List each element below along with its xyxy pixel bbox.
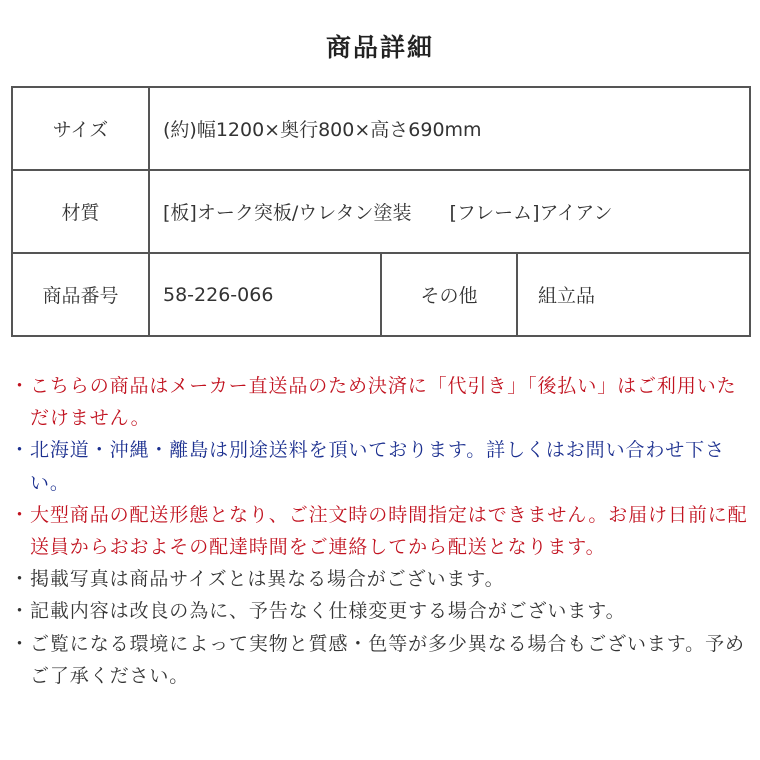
product-number-label: 商品番号 — [12, 253, 149, 336]
note-text-delivery: 大型商品の配送形態となり、ご注文時の時間指定はできません。お届け日前に配送員からおおよその配達時間をご連絡してから配送となります。 — [30, 503, 748, 559]
note-bullet: ・ — [10, 632, 30, 655]
note-text-photo: 掲載写真は商品サイズとは異なる場合がございます。 — [30, 568, 505, 591]
spec-table — [11, 86, 751, 337]
note-text-color: ご覧になる環境によって実物と質感・色等が多少異なる場合もございます。予めご了承ください。 — [30, 632, 745, 687]
note-item — [10, 563, 752, 595]
page-title: 商品詳細 — [325, 33, 434, 62]
note-item — [10, 434, 752, 498]
note-item — [10, 499, 752, 563]
note-bullet: ・ — [10, 439, 30, 462]
note-text-spec-change: 記載内容は改良の為に、予告なく仕様変更する場合がございます。 — [30, 600, 626, 623]
material-value: [板]オーク突板/ウレタン塗装 [フレーム]アイアン — [149, 170, 750, 253]
note-text-no-cod: こちらの商品はメーカー直送品のため決済に「代引き」「後払い」はご利用いただけません。 — [30, 375, 737, 430]
note-item — [10, 628, 752, 692]
product-number-value: 58-226-066 — [149, 253, 381, 336]
note-bullet: ・ — [10, 375, 30, 397]
size-value: (約)幅1200×奥行800×高さ690mm — [149, 87, 750, 170]
other-label: その他 — [381, 253, 517, 336]
note-bullet: ・ — [10, 503, 30, 526]
material-label: 材質 — [12, 170, 149, 253]
note-bullet: ・ — [10, 600, 30, 623]
note-item — [10, 595, 752, 627]
size-label: サイズ — [12, 87, 149, 170]
note-item — [10, 370, 752, 434]
table-row-material — [12, 170, 750, 253]
other-value: 組立品 — [517, 253, 750, 336]
notes-list — [10, 370, 752, 692]
note-text-shipping: 北海道・沖縄・離島は別途送料を頂いております。詳しくはお問い合わせ下さい。 — [30, 439, 725, 494]
note-bullet: ・ — [10, 568, 30, 591]
table-row-size — [12, 87, 750, 170]
table-row-product-number — [12, 253, 750, 336]
